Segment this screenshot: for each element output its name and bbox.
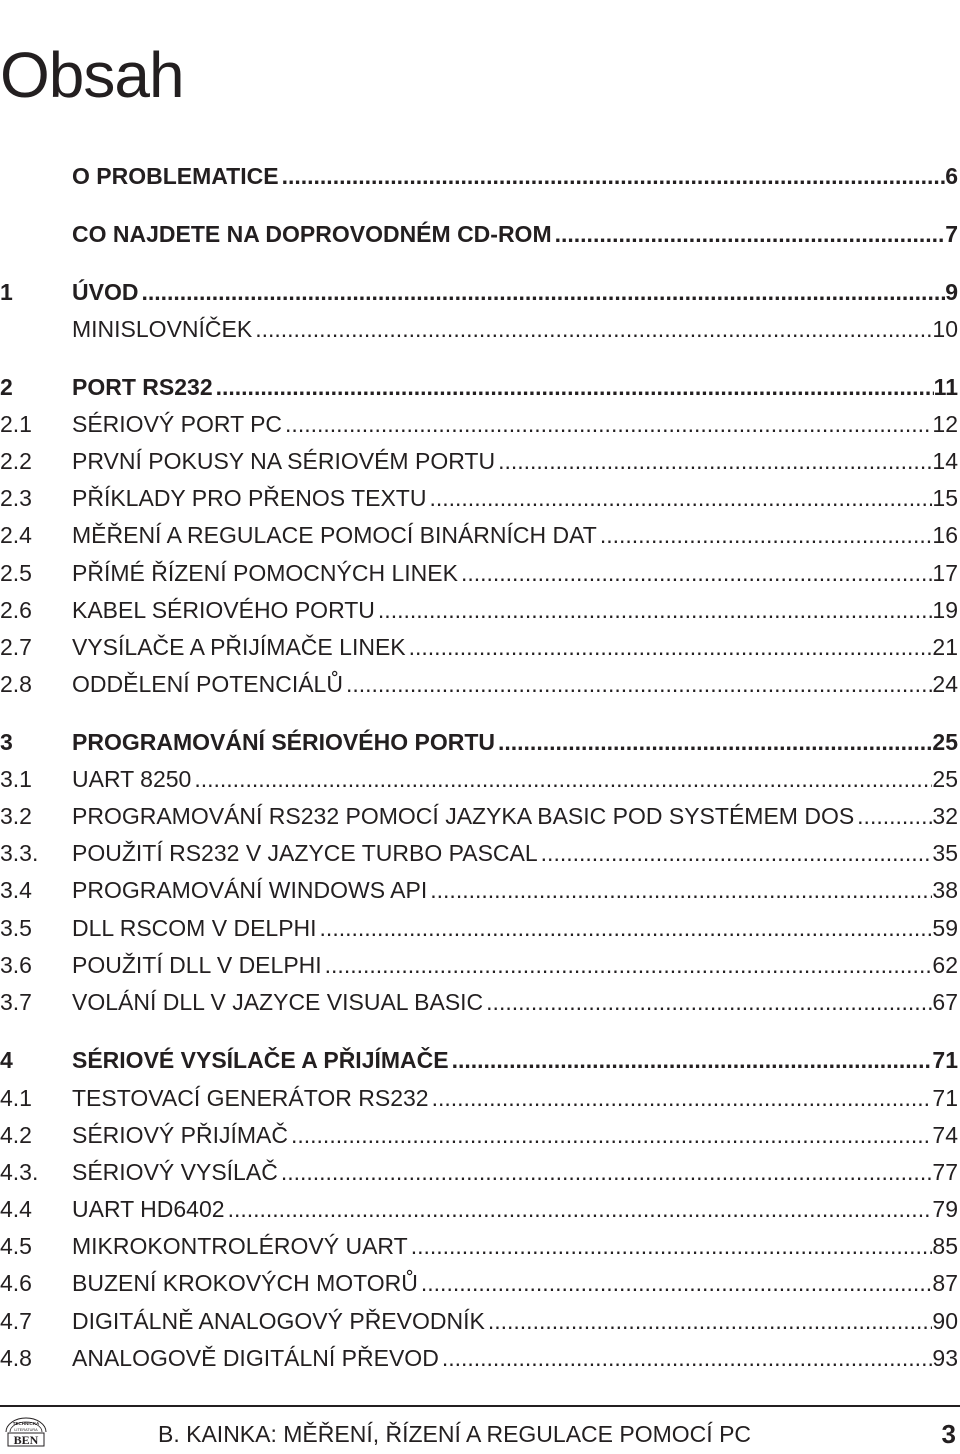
toc-entry-page: 32 [932,803,958,829]
ben-publisher-logo-icon [2,1412,50,1448]
toc-entry-page: 24 [932,671,958,697]
toc-entry-title: SÉRIOVÝ PORT PC [72,411,283,437]
toc-entry [0,984,960,1020]
toc-entry-number: 3.7 [0,989,32,1015]
toc-entry-number: 2.5 [0,560,32,586]
toc-entry-title: PORT RS232 [72,374,213,400]
toc-dot-leader [426,480,932,516]
toc-entry-title: UART HD6402 [72,1196,225,1222]
toc-entry-number: 2.6 [0,597,32,623]
toc-dot-leader [552,216,946,252]
toc-entry [0,216,960,252]
toc-dot-leader [288,1117,932,1153]
toc-entry [0,629,960,665]
toc-entry [0,1303,960,1339]
toc-entry-number: 4.1 [0,1085,32,1111]
toc-dot-leader [495,443,932,479]
toc-entry-page: 38 [932,877,958,903]
toc-dot-leader [213,369,934,405]
toc-entry-title: O PROBLEMATICE [72,163,279,189]
toc-entry-title: PRVNÍ POKUSY NA SÉRIOVÉM PORTU [72,448,496,474]
toc-entry-title: MINISLOVNÍČEK [72,316,253,342]
toc-entry-number: 4.8 [0,1345,32,1371]
toc-entry-title: SÉRIOVÉ VYSÍLAČE A PŘIJÍMAČE [72,1047,449,1073]
toc-entry-title: PROGRAMOVÁNÍ SÉRIOVÉHO PORTU [72,729,495,755]
toc-entry-title: CO NAJDETE NA DOPROVODNÉM CD-ROM [72,221,552,247]
toc-entry-number: 4.3. [0,1159,39,1185]
toc-entry-title: VOLÁNÍ DLL V JAZYCE VISUAL BASIC [72,989,484,1015]
toc-entry [0,1042,960,1078]
toc-entry [0,798,960,834]
toc-dot-leader [538,835,933,871]
toc-dot-leader [343,666,932,702]
toc-entry [0,592,960,628]
toc-entry-page: 11 [933,374,958,400]
toc-entry-title: SÉRIOVÝ VYSÍLAČ [72,1159,278,1185]
toc-entry [0,443,960,479]
toc-entry [0,1265,960,1301]
toc-entry-page: 9 [945,279,958,305]
toc-entry-page: 16 [932,522,958,548]
toc-entry-title: POUŽITÍ DLL V DELPHI [72,952,322,978]
toc-entry [0,555,960,591]
toc-entry [0,872,960,908]
toc-entry-title: PROGRAMOVÁNÍ RS232 POMOCÍ JAZYKA BASIC POD SYSTÉMEM DOS [72,803,855,829]
toc-dot-leader [282,406,932,442]
toc-dot-leader [406,629,933,665]
toc-entry [0,311,960,347]
toc-entry-title: ANALOGOVĚ DIGITÁLNÍ PŘEVOD [72,1345,439,1371]
toc-entry-title: VYSÍLAČE A PŘIJÍMAČE LINEK [72,634,406,660]
toc-entry [0,480,960,516]
toc-entry-number: 1 [0,279,13,305]
toc-entry-page: 85 [932,1233,958,1259]
toc-entry-page: 19 [932,597,958,623]
toc-entry-page: 21 [932,634,958,660]
toc-entry-page: 35 [932,840,958,866]
toc-entry-page: 6 [945,163,958,189]
toc-entry-page: 77 [932,1159,958,1185]
toc-entry-page: 15 [932,485,958,511]
toc-entry-page: 7 [945,221,958,247]
toc-entry-page: 59 [932,915,958,941]
toc-dot-leader [485,1303,933,1339]
toc-entry [0,666,960,702]
toc-entry-page: 12 [932,411,958,437]
toc-dot-leader [225,1191,933,1227]
footer-page-number: 3 [941,1419,956,1449]
toc-entry-title: DLL RSCOM V DELPHI [72,915,317,941]
toc-entry-number: 2.1 [0,411,32,437]
toc-entry-page: 79 [932,1196,958,1222]
toc-entry-title: PROGRAMOVÁNÍ WINDOWS API [72,877,428,903]
toc-entry [0,910,960,946]
toc-entry [0,947,960,983]
toc-entry-page: 10 [932,316,958,342]
toc-entry-number: 4.2 [0,1122,32,1148]
toc-entry-title: MĚŘENÍ A REGULACE POMOCÍ BINÁRNÍCH DAT [72,522,597,548]
toc-entry [0,517,960,553]
toc-entry-number: 2 [0,374,13,400]
footer-divider [0,1405,960,1407]
toc-entry [0,274,960,310]
toc-entry-page: 62 [932,952,958,978]
toc-entry-number: 4.6 [0,1270,32,1296]
toc-dot-leader [418,1265,933,1301]
toc-entry [0,369,960,405]
toc-entry-number: 3.2 [0,803,32,829]
toc-dot-leader [279,158,946,194]
toc-entry-title: KABEL SÉRIOVÉHO PORTU [72,597,375,623]
toc-entry [0,1228,960,1264]
toc-dot-leader [597,517,933,553]
toc-entry-number: 3.1 [0,766,32,792]
toc-entry-page: 87 [932,1270,958,1296]
toc-entry-title: MIKROKONTROLÉROVÝ UART [72,1233,408,1259]
toc-dot-leader [252,311,932,347]
toc-entry-title: DIGITÁLNĚ ANALOGOVÝ PŘEVODNÍK [72,1308,485,1334]
toc-entry-number: 4.5 [0,1233,32,1259]
toc-entry [0,1080,960,1116]
toc-entry-page: 93 [932,1345,958,1371]
toc-entry-number: 4.7 [0,1308,32,1334]
toc-entry-page: 17 [932,560,958,586]
toc-dot-leader [278,1154,933,1190]
toc-entry-page: 25 [932,766,958,792]
toc-dot-leader [427,872,932,908]
toc-dot-leader [375,592,932,628]
footer-running-title: B. KAINKA: MĚŘENÍ, ŘÍZENÍ A REGULACE POMOCÍ PC [158,1421,752,1447]
toc-dot-leader [322,947,933,983]
toc-entry-title: BUZENÍ KROKOVÝCH MOTORŮ [72,1270,418,1296]
toc-entry-number: 3 [0,729,13,755]
toc-entry-title: PŘÍKLADY PRO PŘENOS TEXTU [72,485,427,511]
toc-entry-title: SÉRIOVÝ PŘIJÍMAČ [72,1122,288,1148]
toc-entry-page: 67 [932,989,958,1015]
toc-entry [0,761,960,797]
toc-entry [0,158,960,194]
toc-entry-number: 2.4 [0,522,32,548]
toc-entry-number: 3.5 [0,915,32,941]
logo-top-text: TECHNICKÁ [12,1421,40,1426]
toc-entry-page: 90 [932,1308,958,1334]
toc-dot-leader [449,1042,933,1078]
toc-entry [0,1191,960,1227]
toc-entry [0,1340,960,1376]
toc-entry-title: ODDĚLENÍ POTENCIÁLŮ [72,671,343,697]
toc-entry-page: 71 [932,1047,958,1073]
logo-brand-text: BEN [13,1433,39,1447]
toc-dot-leader [317,910,933,946]
toc-dot-leader [458,555,932,591]
toc-entry-number: 4.4 [0,1196,32,1222]
toc-entry-number: 2.8 [0,671,32,697]
toc-dot-leader [429,1080,933,1116]
toc-entry-title: PŘÍMÉ ŘÍZENÍ POMOCNÝCH LINEK [72,560,458,586]
toc-entry-page: 25 [932,729,958,755]
toc-entry [0,724,960,760]
page-title: Obsah [0,38,184,111]
toc-entry-number: 2.7 [0,634,32,660]
logo-side-text: LITERATURA [14,1428,38,1432]
toc-entry-page: 74 [932,1122,958,1148]
toc-dot-leader [439,1340,933,1376]
toc-entry-title: UART 8250 [72,766,192,792]
toc-dot-leader [495,724,932,760]
toc-entry-number: 2.3 [0,485,32,511]
toc-dot-leader [483,984,932,1020]
toc-entry-number: 3.3. [0,840,39,866]
toc-entry-number: 4 [0,1047,13,1073]
toc-dot-leader [138,274,945,310]
toc-dot-leader [408,1228,933,1264]
toc-entry-title: TESTOVACÍ GENERÁTOR RS232 [72,1085,429,1111]
toc-dot-leader [854,798,932,834]
toc-entry [0,835,960,871]
toc-entry-number: 3.6 [0,952,32,978]
toc-entry-number: 2.2 [0,448,32,474]
toc-dot-leader [191,761,932,797]
toc-entry-title: ÚVOD [72,279,139,305]
toc-entry-title: POUŽITÍ RS232 V JAZYCE TURBO PASCAL [72,840,538,866]
toc-entry [0,1117,960,1153]
toc-entry-page: 14 [932,448,958,474]
toc-entry-number: 3.4 [0,877,32,903]
toc-entry [0,406,960,442]
toc-entry [0,1154,960,1190]
toc-entry-page: 71 [932,1085,958,1111]
